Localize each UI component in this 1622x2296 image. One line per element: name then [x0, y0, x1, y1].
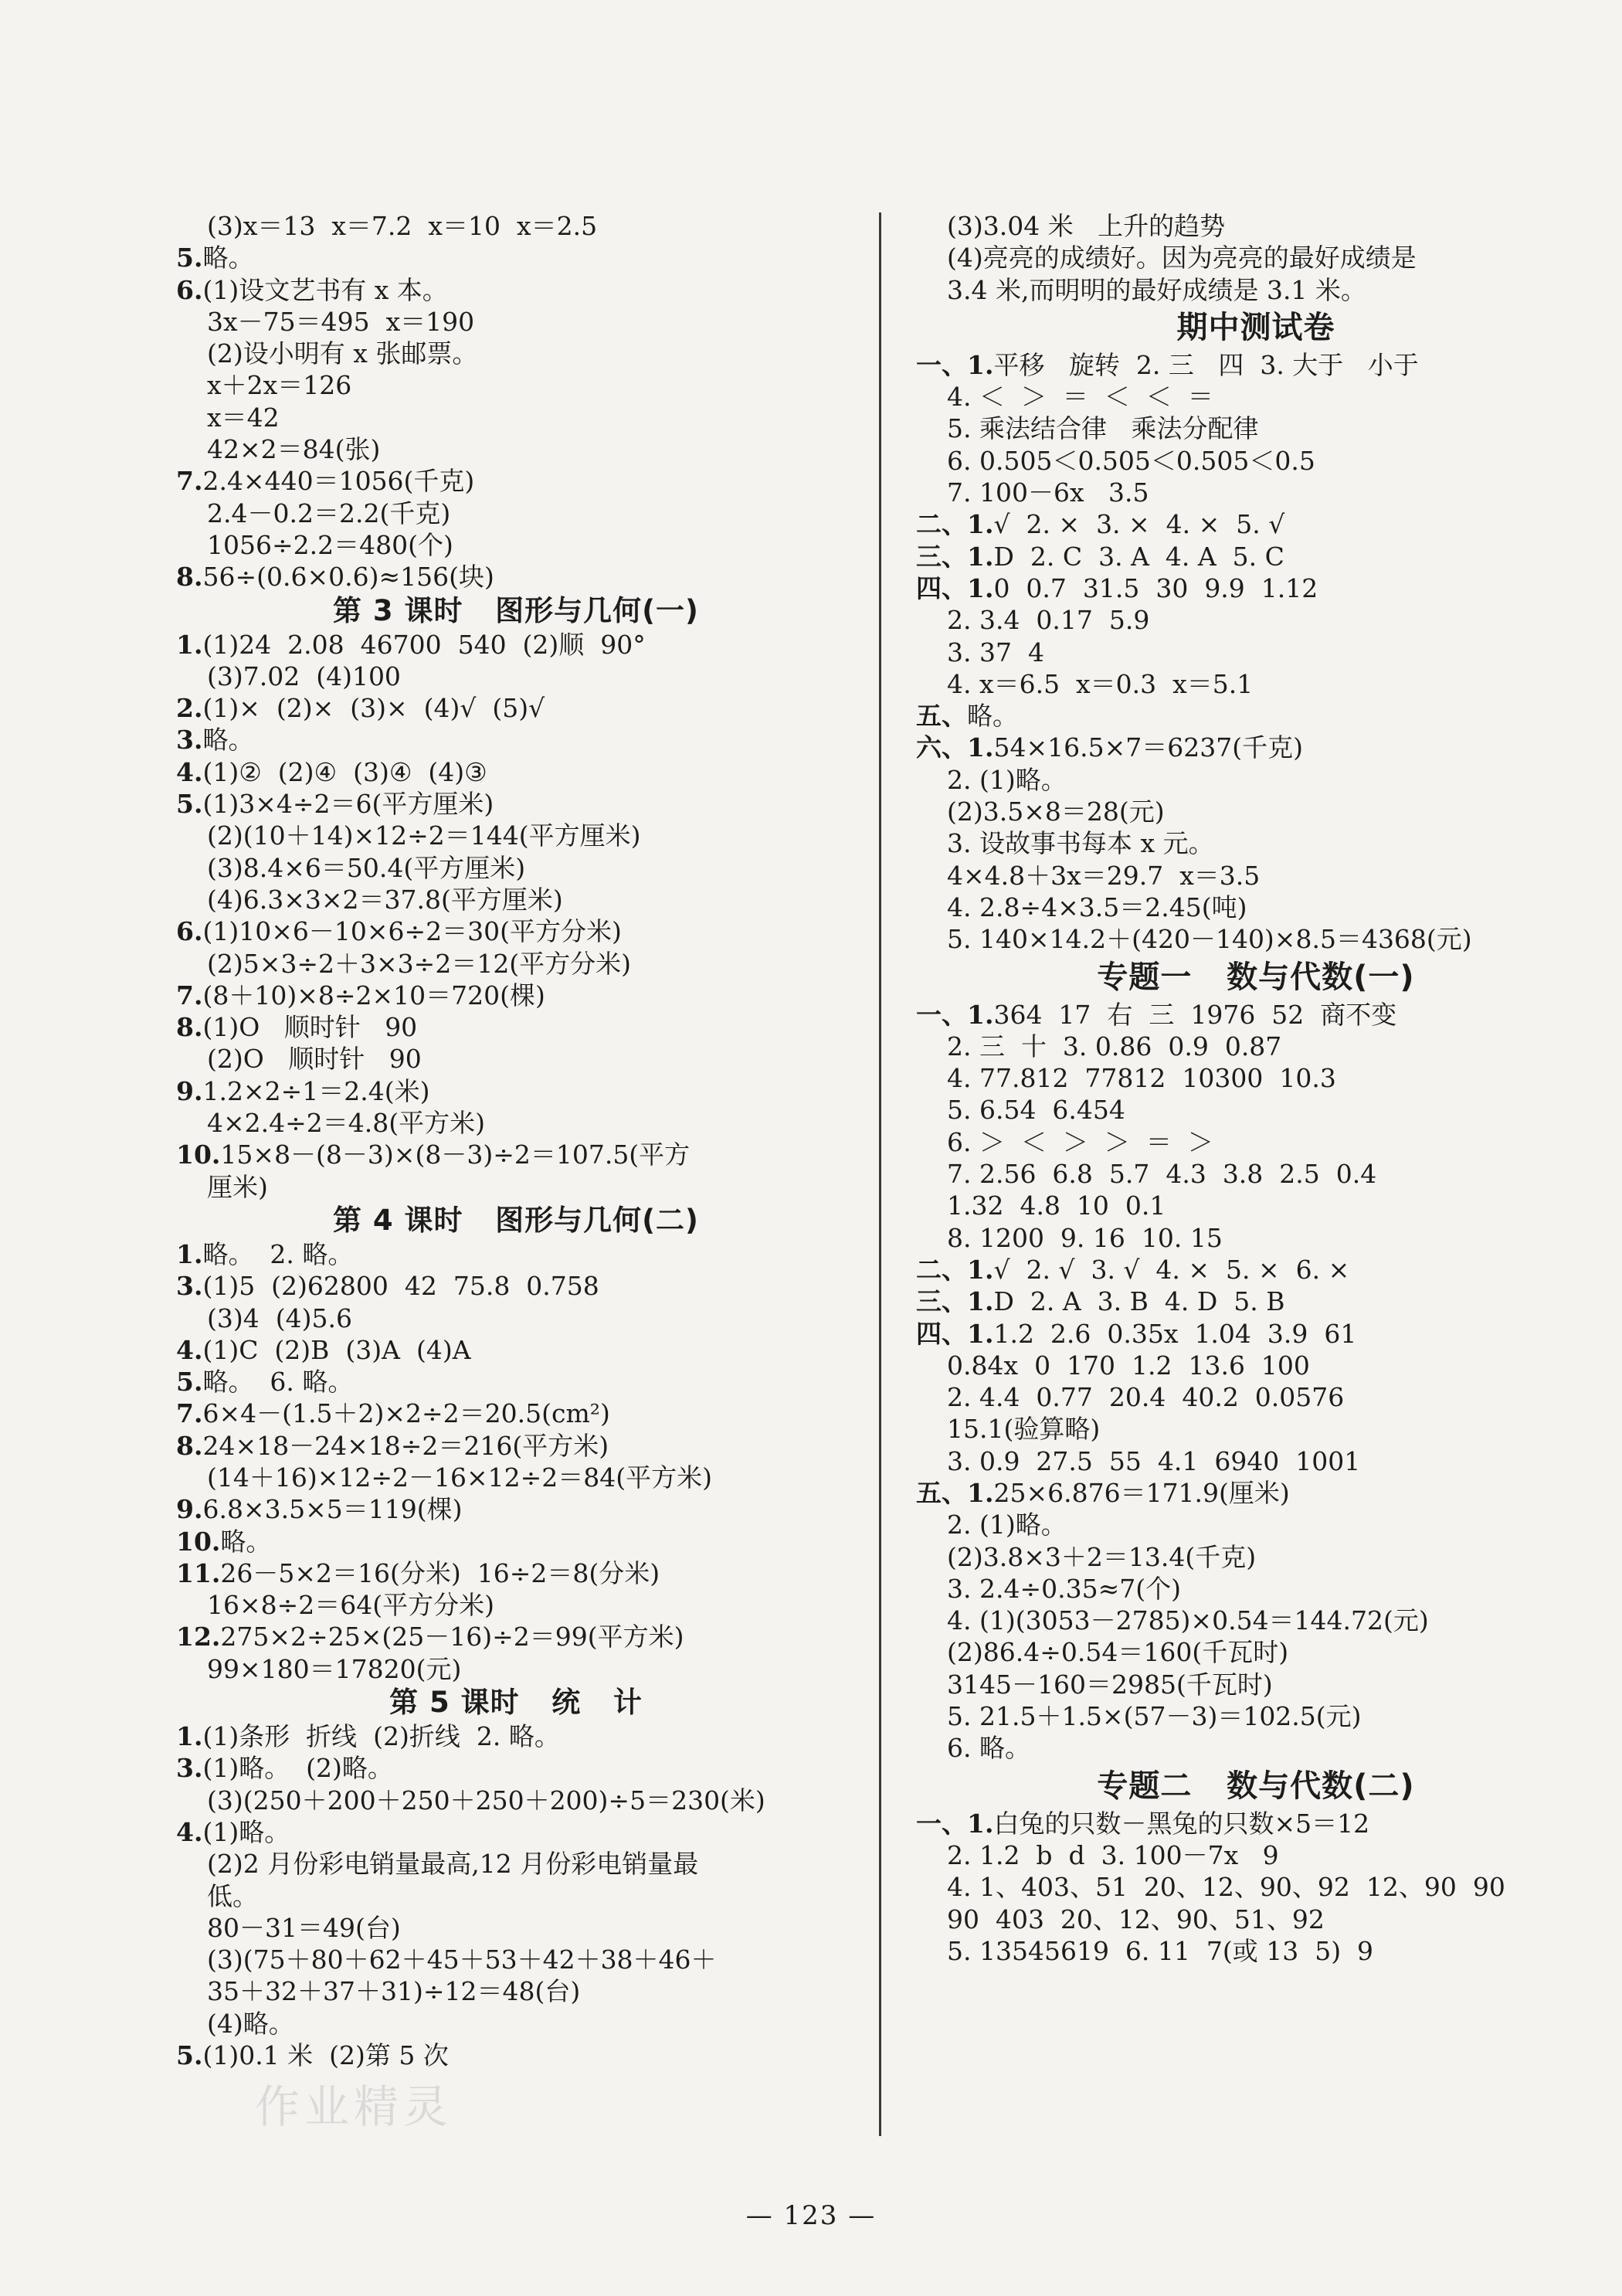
answer-text: 5. 13545619 6. 11 7(或 13 5) 9	[947, 1935, 1374, 1966]
answer-line	[176, 402, 856, 433]
answer-line	[176, 1493, 856, 1525]
question-number: 4.	[176, 756, 203, 787]
answer-line	[176, 529, 856, 561]
answer-text: 42×2＝84(张)	[207, 434, 381, 465]
answer-line	[916, 700, 1596, 732]
answer-text: 略。	[220, 1526, 272, 1557]
answer-text: (1)略。	[202, 1816, 290, 1847]
answer-line	[916, 1190, 1596, 1221]
answer-text: 15×8－(8－3)×(8－3)÷2＝107.5(平方	[220, 1140, 691, 1170]
answer-text: (3)(250＋200＋250＋250＋200)÷5＝230(米)	[207, 1785, 765, 1815]
answer-line	[916, 604, 1596, 636]
answer-text: 8. 1200 9. 16 10. 15	[947, 1222, 1223, 1253]
question-number: 7.	[176, 466, 203, 497]
answer-text: (1)0.1 米 (2)第 5 次	[202, 2040, 449, 2071]
answer-line	[916, 508, 1596, 540]
answer-text: (2)O 顺时针 90	[207, 1044, 422, 1075]
answer-line	[176, 1720, 856, 1752]
question-number: 12.	[176, 1622, 221, 1652]
section-heading: 专题一 数与代数(一)	[1097, 959, 1415, 995]
answer-line	[176, 1880, 856, 1912]
answer-line	[176, 433, 856, 465]
answer-line	[916, 1126, 1596, 1158]
answer-line	[176, 2040, 856, 2071]
question-number: 11.	[176, 1557, 221, 1588]
answer-text: 1.32 4.8 10 0.1	[947, 1190, 1166, 1221]
answer-text: 7. 2.56 6.8 5.7 4.3 3.8 2.5 0.4	[947, 1159, 1377, 1190]
question-number: 9.	[176, 1494, 203, 1525]
answer-text: 364 17 右 三 1976 52 商不变	[993, 999, 1397, 1030]
question-number: 6.	[176, 274, 203, 305]
answer-text: (3)4 (4)5.6	[207, 1303, 352, 1333]
answer-text: (1)设文艺书有 x 本。	[202, 274, 448, 305]
question-number: 一、1.	[916, 999, 994, 1030]
answer-text: 3. 设故事书每本 x 元。	[947, 828, 1214, 859]
answer-line	[176, 852, 856, 884]
question-number: 六、1.	[916, 732, 994, 763]
answer-text: 3. 37 4	[947, 637, 1044, 667]
answer-line	[176, 1107, 856, 1139]
answer-line	[176, 661, 856, 692]
answer-text: (4)亮亮的成绩好。因为亮亮的最好成绩是	[947, 243, 1417, 273]
answer-line	[176, 1398, 856, 1429]
question-number: 10.	[176, 1526, 221, 1557]
answer-line	[916, 668, 1596, 700]
answer-line	[916, 827, 1596, 859]
answer-text: 5. 21.5＋1.5×(57－3)＝102.5(元)	[947, 1701, 1362, 1732]
question-number: 1.	[176, 1721, 203, 1752]
question-number: 7.	[176, 1398, 203, 1429]
answer-line	[176, 1653, 856, 1685]
answer-text: 6.8×3.5×5＝119(棵)	[202, 1494, 463, 1525]
answer-text: (1)24 2.08 46700 540 (2)顺 90°	[202, 629, 646, 660]
question-number: 3.	[176, 725, 203, 756]
answer-line	[916, 1700, 1596, 1732]
answer-text: 3. 2.4÷0.35≈7(个)	[947, 1573, 1181, 1604]
answer-text: (1)10×6－10×6÷2＝30(平方分米)	[202, 916, 622, 947]
answer-text: 0 0.7 31.5 30 9.9 1.12	[993, 572, 1318, 603]
answer-line	[176, 1816, 856, 1848]
answer-line	[916, 477, 1596, 508]
answer-line	[176, 1171, 856, 1203]
question-number: 五、	[916, 701, 967, 732]
answer-text: 3145－160＝2985(千瓦时)	[947, 1669, 1273, 1700]
answer-text: (14＋16)×12÷2－16×12÷2＝84(平方米)	[207, 1462, 713, 1493]
answer-line	[176, 1462, 856, 1493]
answer-text: 5. 140×14.2＋(420－140)×8.5＝4368(元)	[947, 924, 1472, 955]
answer-text: 厘米)	[207, 1171, 268, 1202]
answer-text: 6. 略。	[947, 1733, 1030, 1764]
answer-text: 4. (1)(3053－2785)×0.54＝144.72(元)	[947, 1605, 1429, 1636]
answer-text: 90 403 20、12、90、51、92	[947, 1904, 1325, 1934]
answer-text: 275×2÷25×(25－16)÷2＝99(平方米)	[220, 1622, 684, 1652]
section-heading: 第 5 课时 统 计	[389, 1686, 643, 1720]
answer-text: (3)x＝13 x＝7.2 x＝10 x＝2.5	[207, 211, 598, 241]
answer-text: 3.4 米,而明明的最好成绩是 3.1 米。	[947, 274, 1366, 305]
answer-line	[176, 756, 856, 788]
answer-text: 4. 77.812 77812 10300 10.3	[947, 1063, 1336, 1094]
answer-line	[176, 465, 856, 497]
answer-line	[176, 1944, 856, 1975]
answer-text: x＝42	[207, 402, 280, 433]
answer-text: 5. 6.54 6.454	[947, 1095, 1125, 1126]
answer-text: 99×180＝17820(元)	[207, 1653, 462, 1684]
answer-text: 56÷(0.6×0.6)≈156(块)	[202, 562, 494, 593]
answer-text: 低。	[207, 1880, 258, 1911]
question-number: 8.	[176, 1012, 203, 1043]
answer-line	[176, 629, 856, 661]
answer-line	[916, 445, 1596, 477]
answer-text: 7. 100－6x 3.5	[947, 477, 1149, 508]
answer-text: (8＋10)×8÷2×10＝720(棵)	[202, 980, 545, 1010]
answer-text: √ 2. √ 3. √ 4. × 5. × 6. ×	[993, 1254, 1350, 1285]
answer-line	[176, 1975, 856, 2007]
question-number: 7.	[176, 980, 203, 1010]
question-number: 8.	[176, 1430, 203, 1461]
answer-text: 1056÷2.2＝480(个)	[207, 529, 453, 560]
question-number: 10.	[176, 1140, 221, 1170]
answer-text: 6. 0.505＜0.505＜0.505＜0.5	[947, 445, 1315, 476]
answer-line	[916, 1904, 1596, 1935]
answer-text: (4)6.3×3×2＝37.8(平方厘米)	[207, 884, 563, 915]
answer-line	[916, 860, 1596, 892]
answer-line	[916, 1318, 1596, 1350]
answer-line	[916, 1413, 1596, 1445]
question-number: 三、1.	[916, 541, 994, 572]
answer-line	[176, 915, 856, 947]
answer-text: (1)× (2)× (3)× (4)√ (5)√	[202, 693, 545, 724]
answer-line	[916, 1254, 1596, 1286]
answer-text: 6×4－(1.5＋2)×2÷2＝20.5(cm²)	[202, 1398, 610, 1429]
answer-line	[176, 498, 856, 529]
answer-text: 略。	[202, 725, 254, 756]
answer-text: (3)8.4×6＝50.4(平方厘米)	[207, 852, 526, 883]
question-number: 四、1.	[916, 1318, 994, 1349]
answer-line	[176, 1589, 856, 1621]
question-number: 3.	[176, 1753, 203, 1784]
answer-line	[916, 1935, 1596, 1967]
answer-line	[916, 1808, 1596, 1839]
answer-line	[176, 2008, 856, 2040]
answer-line	[176, 884, 856, 915]
answer-text: 3. 0.9 27.5 55 4.1 6940 1001	[947, 1445, 1361, 1476]
answer-text: 25×6.876＝171.9(厘米)	[993, 1477, 1290, 1508]
answer-text: (2)86.4÷0.54＝160(千瓦时)	[947, 1637, 1289, 1668]
section-heading: 第 3 课时 图形与几何(一)	[333, 593, 699, 627]
answer-text: (1)3×4÷2＝6(平方厘米)	[202, 789, 494, 820]
answer-text: (3)7.02 (4)100	[207, 661, 401, 691]
answer-line	[916, 892, 1596, 923]
answer-line	[176, 369, 856, 401]
question-number: 3.	[176, 1271, 203, 1302]
question-number: 4.	[176, 1334, 203, 1365]
answer-line	[176, 561, 856, 593]
answer-text: 2. 三 十 3. 0.86 0.9 0.87	[947, 1031, 1282, 1061]
question-number: 5.	[176, 243, 203, 273]
answer-line	[176, 338, 856, 369]
answer-text: 4. 1、403、51 20、12、90、92 12、90 90	[947, 1872, 1505, 1903]
answer-line	[916, 1541, 1596, 1573]
answer-line	[916, 1286, 1596, 1317]
question-number: 二、1.	[916, 1254, 994, 1285]
answer-text: 1.2×2÷1＝2.4(米)	[202, 1075, 430, 1106]
answer-line	[916, 764, 1596, 796]
answer-text: 略。	[967, 701, 1018, 732]
answer-line	[176, 1139, 856, 1170]
answer-line	[176, 820, 856, 851]
answer-text: 6. ＞ ＜ ＞ ＞ ＝ ＞	[947, 1126, 1213, 1157]
answer-text: 80－31＝49(台)	[207, 1912, 401, 1943]
question-number: 三、1.	[916, 1286, 994, 1317]
answer-line	[176, 210, 856, 242]
answer-line	[916, 381, 1596, 413]
question-number: 2.	[176, 693, 203, 724]
answer-text: (2)5×3÷2＋3×3÷2＝12(平方分米)	[207, 948, 632, 979]
answer-text: 4×4.8＋3x＝29.7 x＝3.5	[947, 860, 1261, 891]
answer-line	[916, 637, 1596, 668]
answer-text: 5. 乘法结合律 乘法分配律	[947, 413, 1259, 444]
answer-line	[916, 242, 1596, 273]
answer-text: (3)3.04 米 上升的趋势	[947, 211, 1226, 241]
answer-line	[916, 210, 1596, 242]
answer-line	[176, 1848, 856, 1880]
answer-line	[916, 1605, 1596, 1636]
answer-text: 2. 4.4 0.77 20.4 40.2 0.0576	[947, 1382, 1345, 1413]
question-number: 五、1.	[916, 1477, 994, 1508]
right-column	[916, 210, 1596, 1967]
answer-line	[916, 923, 1596, 955]
answer-text: 2. 1.2 b d 3. 100－7x 9	[947, 1839, 1279, 1870]
answer-text: 35＋32＋37＋31)÷12＝48(台)	[207, 1976, 581, 2007]
answer-line	[916, 1158, 1596, 1190]
section-heading: 专题二 数与代数(二)	[1097, 1768, 1415, 1804]
answer-text: 15.1(验算略)	[947, 1414, 1101, 1445]
answer-line	[916, 541, 1596, 572]
answer-line	[916, 1871, 1596, 1903]
question-number: 1.	[176, 1238, 203, 1269]
answer-line	[916, 413, 1596, 444]
answer-line	[176, 1238, 856, 1270]
answer-line	[176, 1011, 856, 1043]
question-number: 二、1.	[916, 509, 994, 540]
answer-text: 54×16.5×7＝6237(千克)	[993, 732, 1303, 763]
answer-text: 16×8÷2＝64(平方分米)	[207, 1590, 495, 1621]
answer-text: 4. x＝6.5 x＝0.3 x＝5.1	[947, 668, 1254, 699]
answer-text: (2)2 月份彩电销量最高,12 月份彩电销量最	[207, 1849, 699, 1880]
answer-text: (4)略。	[207, 2008, 294, 2039]
answer-line	[176, 1075, 856, 1107]
answer-text: 24×18－24×18÷2＝216(平方米)	[202, 1430, 609, 1461]
answer-line	[176, 1557, 856, 1589]
answer-line	[916, 732, 1596, 763]
answer-line	[176, 980, 856, 1011]
answer-line	[916, 274, 1596, 306]
answer-line	[916, 1445, 1596, 1477]
answer-text: (1)略。 (2)略。	[202, 1753, 393, 1784]
watermark: 作业精灵	[255, 2080, 453, 2133]
section-heading: 第 4 课时 图形与几何(二)	[333, 1203, 699, 1237]
question-number: 4.	[176, 1816, 203, 1847]
answer-text: D 2. A 3. B 4. D 5. B	[993, 1286, 1285, 1317]
answer-text: 4. ＜ ＞ ＝ ＜ ＜ ＝	[947, 382, 1213, 413]
answer-line	[176, 1526, 856, 1557]
answer-line	[176, 242, 856, 273]
answer-text: 2. (1)略。	[947, 1510, 1067, 1540]
question-number: 一、1.	[916, 349, 994, 380]
answer-line	[176, 274, 856, 306]
page-number: — 123 —	[745, 2200, 877, 2231]
answer-line	[176, 1785, 856, 1816]
answer-text: √ 2. × 3. × 4. × 5. √	[993, 509, 1285, 540]
answer-line	[176, 1270, 856, 1302]
answer-line	[916, 1509, 1596, 1540]
answer-text: (1)C (2)B (3)A (4)A	[202, 1334, 471, 1365]
question-number: 1.	[176, 629, 203, 660]
section-heading: 期中测试卷	[1176, 309, 1335, 345]
question-number: 一、1.	[916, 1808, 994, 1839]
answer-line	[176, 1430, 856, 1462]
answer-line	[176, 306, 856, 338]
answer-text: (2)3.5×8＝28(元)	[947, 796, 1165, 827]
answer-line	[916, 1381, 1596, 1413]
answer-line	[916, 1669, 1596, 1700]
answer-text: 4×2.4÷2＝4.8(平方米)	[207, 1108, 486, 1139]
answer-text: (1)② (2)④ (3)④ (4)③	[202, 756, 487, 787]
question-number: 9.	[176, 1075, 203, 1106]
answer-text: 平移 旋转 2. 三 四 3. 大于 小于	[993, 349, 1419, 380]
answer-line	[916, 349, 1596, 381]
answer-text: 略。 6. 略。	[202, 1367, 354, 1398]
answer-text: 0.84x 0 170 1.2 13.6 100	[947, 1350, 1310, 1381]
answer-line	[176, 788, 856, 820]
answer-line	[176, 1043, 856, 1075]
question-number: 5.	[176, 1367, 203, 1398]
answer-line	[916, 1222, 1596, 1254]
answer-line	[176, 692, 856, 724]
answer-line	[176, 948, 856, 980]
answer-text: (3)(75＋80＋62＋45＋53＋42＋38＋46＋	[207, 1944, 717, 1975]
answer-text: x＋2x＝126	[207, 370, 352, 401]
answer-text: 4. 2.8÷4×3.5＝2.45(吨)	[947, 892, 1247, 922]
left-column	[176, 210, 856, 2071]
answer-line	[916, 1062, 1596, 1094]
answer-line	[916, 1477, 1596, 1509]
answer-line	[916, 999, 1596, 1031]
answer-text: 白兔的只数－黑兔的只数×5＝12	[993, 1808, 1370, 1839]
answer-line	[916, 1839, 1596, 1871]
answer-line	[176, 1303, 856, 1334]
answer-text: (2)3.8×3＋2＝13.4(千克)	[947, 1541, 1257, 1572]
answer-line	[916, 1031, 1596, 1062]
answer-line	[916, 1094, 1596, 1126]
answer-line	[176, 724, 856, 756]
answer-text: 2.4×440＝1056(千克)	[202, 466, 475, 497]
answer-text: 2.4－0.2＝2.2(千克)	[207, 498, 451, 528]
answer-line	[176, 1621, 856, 1652]
answer-text: 略。	[202, 243, 254, 273]
question-number: 四、1.	[916, 572, 994, 603]
column-divider	[879, 212, 881, 2136]
answer-text: 略。 2. 略。	[202, 1238, 354, 1269]
answer-line	[176, 1752, 856, 1784]
answer-text: (1)O 顺时针 90	[202, 1012, 418, 1043]
answer-line	[916, 1350, 1596, 1381]
answer-line	[176, 1366, 856, 1398]
answer-text: 2. (1)略。	[947, 764, 1067, 795]
answer-line	[916, 796, 1596, 827]
answer-text: 26－5×2＝16(分米) 16÷2＝8(分米)	[220, 1557, 660, 1588]
answer-text: (2)(10＋14)×12÷2＝144(平方厘米)	[207, 820, 641, 851]
answer-line	[916, 1636, 1596, 1668]
question-number: 5.	[176, 789, 203, 820]
answer-text: D 2. C 3. A 4. A 5. C	[993, 541, 1284, 572]
answer-text: 3x－75＝495 x＝190	[207, 306, 475, 337]
question-number: 8.	[176, 562, 203, 593]
question-number: 6.	[176, 916, 203, 947]
question-number: 5.	[176, 2040, 203, 2071]
answer-text: 2. 3.4 0.17 5.9	[947, 605, 1150, 636]
answer-line	[916, 1732, 1596, 1764]
answer-line	[916, 1573, 1596, 1605]
answer-line	[176, 1912, 856, 1944]
answer-line	[916, 572, 1596, 604]
answer-text: (1)5 (2)62800 42 75.8 0.758	[202, 1271, 599, 1302]
answer-text: (1)条形 折线 (2)折线 2. 略。	[202, 1721, 560, 1752]
answer-text: 1.2 2.6 0.35x 1.04 3.9 61	[993, 1318, 1357, 1349]
answer-text: (2)设小明有 x 张邮票。	[207, 338, 478, 369]
answer-line	[176, 1334, 856, 1366]
